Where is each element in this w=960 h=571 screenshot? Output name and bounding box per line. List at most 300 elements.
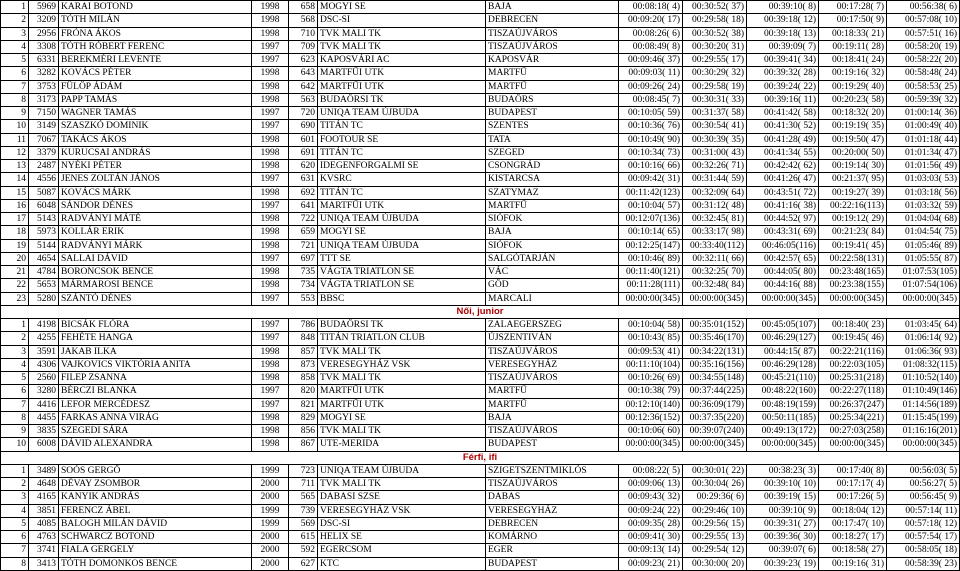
run-time-cell: 00:22:16(113): [819, 199, 887, 212]
bib-cell: 4165: [29, 491, 59, 504]
name-cell: SOÓS GERGŐ: [59, 464, 252, 477]
name-cell: TÓTH MILÁN: [59, 14, 252, 27]
category-header-row: [1, 451, 960, 464]
swim-bike-time-cell: 00:39:10( 10): [747, 478, 819, 491]
name-cell: BICSÁK FLÓRA: [59, 319, 252, 332]
table-row: [1, 332, 960, 345]
name-cell: JENES ZOLTÁN JÁNOS: [59, 173, 252, 186]
run-time-cell: 00:19:16( 31): [819, 557, 887, 570]
swim-time-cell: 00:10:16( 66): [619, 160, 683, 173]
bike-time-cell: 00:39:07(240): [683, 425, 747, 438]
birth-year-cell: 1998: [252, 133, 289, 146]
bike-time-cell: 00:30:20( 31): [683, 40, 747, 53]
swim-time-cell: 00:10:34( 73): [619, 146, 683, 159]
total-time-cell: 01:05:55( 87): [887, 252, 960, 265]
total-time-cell: 01:10:52(140): [887, 372, 960, 385]
name-cell: FERENCZ ÁBEL: [59, 504, 252, 517]
bib-cell: 3173: [29, 93, 59, 106]
city-cell: CSONGRÁD: [486, 160, 619, 173]
city-cell: GÖD: [486, 279, 619, 292]
bike-time-cell: 00:30:31( 33): [683, 93, 747, 106]
city-cell: VERESEGYHÁZ: [486, 358, 619, 371]
table-row: [1, 372, 960, 385]
birth-year-cell: 1998: [252, 411, 289, 424]
birth-year-cell: 1999: [252, 517, 289, 530]
swim-time-cell: 00:10:26( 69): [619, 372, 683, 385]
name-cell: SZASZKÓ DOMINIK: [59, 120, 252, 133]
total-time-cell: 00:00:00(345): [887, 292, 960, 305]
club-cell: IDEGENFORGALMI SE: [318, 160, 486, 173]
name-cell: TÓTH DOMONKOS BENCE: [59, 557, 252, 570]
start-no-cell: 615: [289, 531, 318, 544]
start-no-cell: 739: [289, 504, 318, 517]
swim-time-cell: 00:09:41( 30): [619, 531, 683, 544]
run-time-cell: 00:19:50( 47): [819, 133, 887, 146]
swim-bike-time-cell: 00:44:05( 80): [747, 266, 819, 279]
bike-time-cell: 00:29:46( 10): [683, 504, 747, 517]
bib-cell: 4556: [29, 173, 59, 186]
bib-cell: 3489: [29, 464, 59, 477]
swim-bike-time-cell: 00:46:29(127): [747, 332, 819, 345]
city-cell: DEBRECEN: [486, 14, 619, 27]
name-cell: SCHWARCZ BOTOND: [59, 531, 252, 544]
swim-bike-time-cell: 00:41:30( 52): [747, 120, 819, 133]
table-row: [1, 358, 960, 371]
club-cell: BBSC: [318, 292, 486, 305]
city-cell: ÚJSZENTIVÁN: [486, 332, 619, 345]
swim-bike-time-cell: 00:46:29(128): [747, 358, 819, 371]
swim-time-cell: 00:09:20( 17): [619, 14, 683, 27]
swim-time-cell: 00:08:26( 6): [619, 27, 683, 40]
table-row: [1, 133, 960, 146]
start-no-cell: 723: [289, 464, 318, 477]
name-cell: PAPP TAMÁS: [59, 93, 252, 106]
bib-cell: 3835: [29, 425, 59, 438]
name-cell: BEREKMÉRI LEVENTE: [59, 54, 252, 67]
bib-cell: 7150: [29, 107, 59, 120]
start-no-cell: 821: [289, 398, 318, 411]
table-row: [1, 107, 960, 120]
rank-cell: 11: [1, 133, 29, 146]
birth-year-cell: 1998: [252, 425, 289, 438]
total-time-cell: 01:01:56( 49): [887, 160, 960, 173]
swim-bike-time-cell: 00:46:05(116): [747, 239, 819, 252]
swim-bike-time-cell: 00:43:31( 69): [747, 226, 819, 239]
rank-cell: 9: [1, 425, 29, 438]
city-cell: MARTFŰ: [486, 398, 619, 411]
table-row: [1, 464, 960, 477]
club-cell: MOGYI SE: [318, 411, 486, 424]
bib-cell: 5143: [29, 213, 59, 226]
birth-year-cell: 1998: [252, 80, 289, 93]
swim-time-cell: 00:09:53( 41): [619, 345, 683, 358]
birth-year-cell: 1998: [252, 160, 289, 173]
run-time-cell: 00:21:23( 84): [819, 226, 887, 239]
run-time-cell: 00:00:00(345): [819, 438, 887, 451]
start-no-cell: 553: [289, 292, 318, 305]
name-cell: SZÁNTÓ DÉNES: [59, 292, 252, 305]
bib-cell: 3209: [29, 14, 59, 27]
run-time-cell: 00:21:37( 95): [819, 173, 887, 186]
swim-time-cell: 00:12:25(147): [619, 239, 683, 252]
club-cell: VERESEGYHÁZ VSK: [318, 358, 486, 371]
total-time-cell: 00:58:39( 23): [887, 557, 960, 570]
start-no-cell: 623: [289, 54, 318, 67]
run-time-cell: 00:19:11( 28): [819, 40, 887, 53]
total-time-cell: 00:57:51( 16): [887, 27, 960, 40]
run-time-cell: 00:18:58( 27): [819, 544, 887, 557]
club-cell: FOOTOUR SE: [318, 133, 486, 146]
rank-cell: 13: [1, 160, 29, 173]
name-cell: FARKAS ANNA VIRÁG: [59, 411, 252, 424]
swim-time-cell: 00:00:00(345): [619, 292, 683, 305]
rank-cell: 6: [1, 385, 29, 398]
swim-bike-time-cell: 00:44:16( 88): [747, 279, 819, 292]
table-row: [1, 160, 960, 173]
bike-time-cell: 00:32:48( 84): [683, 279, 747, 292]
rank-cell: 22: [1, 279, 29, 292]
rank-cell: 23: [1, 292, 29, 305]
bike-time-cell: 00:36:09(179): [683, 398, 747, 411]
club-cell: KVSRC: [318, 173, 486, 186]
swim-time-cell: 00:08:22( 5): [619, 464, 683, 477]
rank-cell: 5: [1, 517, 29, 530]
start-no-cell: 697: [289, 252, 318, 265]
city-cell: TATA: [486, 133, 619, 146]
club-cell: DSC-SI: [318, 14, 486, 27]
name-cell: RADVÁNYI MÁRK: [59, 239, 252, 252]
swim-bike-time-cell: 00:39:32( 28): [747, 67, 819, 80]
swim-bike-time-cell: 00:39:18( 12): [747, 14, 819, 27]
start-no-cell: 711: [289, 478, 318, 491]
swim-bike-time-cell: 00:45:05(107): [747, 319, 819, 332]
name-cell: FEHÉTE HANGA: [59, 332, 252, 345]
bib-cell: 5973: [29, 226, 59, 239]
birth-year-cell: 2000: [252, 531, 289, 544]
total-time-cell: 01:03:32( 59): [887, 199, 960, 212]
swim-bike-time-cell: 00:44:15( 87): [747, 345, 819, 358]
run-time-cell: 00:17:28( 7): [819, 1, 887, 14]
bib-cell: 4198: [29, 319, 59, 332]
run-time-cell: 00:18:27( 17): [819, 531, 887, 544]
total-time-cell: 00:56:27( 5): [887, 478, 960, 491]
club-cell: UNIQA TEAM ÚJBUDA: [318, 239, 486, 252]
name-cell: SÁNDOR DÉNES: [59, 199, 252, 212]
bib-cell: 2956: [29, 27, 59, 40]
name-cell: KOVÁCS PÉTER: [59, 67, 252, 80]
start-no-cell: 873: [289, 358, 318, 371]
club-cell: EGERCSOM: [318, 544, 486, 557]
total-time-cell: 00:59:39( 32): [887, 93, 960, 106]
bib-cell: 5087: [29, 186, 59, 199]
club-cell: MOGYI SE: [318, 1, 486, 14]
birth-year-cell: 1998: [252, 213, 289, 226]
birth-year-cell: 1997: [252, 40, 289, 53]
rank-cell: 7: [1, 80, 29, 93]
city-cell: TISZAÚJVÁROS: [486, 345, 619, 358]
name-cell: TÓTH RÓBERT FERENC: [59, 40, 252, 53]
swim-time-cell: 00:09:03( 11): [619, 67, 683, 80]
bike-time-cell: 00:32:45( 81): [683, 213, 747, 226]
run-time-cell: 00:20:00( 50): [819, 146, 887, 159]
run-time-cell: 00:19:41( 45): [819, 239, 887, 252]
birth-year-cell: 1997: [252, 107, 289, 120]
table-row: [1, 411, 960, 424]
start-no-cell: 858: [289, 372, 318, 385]
name-cell: FIALA GERGELY: [59, 544, 252, 557]
start-no-cell: 857: [289, 345, 318, 358]
club-cell: TITÁN TC: [318, 186, 486, 199]
start-no-cell: 641: [289, 199, 318, 212]
swim-time-cell: 00:09:35( 28): [619, 517, 683, 530]
table-row: [1, 40, 960, 53]
swim-bike-time-cell: 00:00:00(345): [747, 292, 819, 305]
rank-cell: 2: [1, 478, 29, 491]
bike-time-cell: 00:37:44(225): [683, 385, 747, 398]
table-row: [1, 146, 960, 159]
bib-cell: 3753: [29, 80, 59, 93]
birth-year-cell: 1998: [252, 93, 289, 106]
total-time-cell: 01:03:45( 64): [887, 319, 960, 332]
table-row: [1, 199, 960, 212]
swim-bike-time-cell: 00:45:21(110): [747, 372, 819, 385]
rank-cell: 10: [1, 120, 29, 133]
name-cell: KURUCSAI ANDRÁS: [59, 146, 252, 159]
start-no-cell: 620: [289, 160, 318, 173]
name-cell: JAKAB ILKA: [59, 345, 252, 358]
bike-time-cell: 00:30:39( 35): [683, 133, 747, 146]
table-row: [1, 544, 960, 557]
run-time-cell: 00:22:58(131): [819, 252, 887, 265]
city-cell: KISTARCSA: [486, 173, 619, 186]
club-cell: VERESEGYHÁZ VSK: [318, 504, 486, 517]
swim-bike-time-cell: 00:39:36( 30): [747, 531, 819, 544]
swim-bike-time-cell: 00:39:16( 11): [747, 93, 819, 106]
run-time-cell: 00:00:00(345): [819, 292, 887, 305]
bike-time-cell: 00:00:00(345): [683, 438, 747, 451]
bib-cell: 2487: [29, 160, 59, 173]
table-row: [1, 67, 960, 80]
name-cell: RADVÁNYI MÁTÉ: [59, 213, 252, 226]
category-title: Férfi, ifi: [1, 451, 960, 464]
city-cell: MARTFŰ: [486, 67, 619, 80]
bike-time-cell: 00:31:00( 43): [683, 146, 747, 159]
run-time-cell: 00:22:21(116): [819, 345, 887, 358]
birth-year-cell: 1998: [252, 372, 289, 385]
club-cell: VÁGTA TRIATLON SE: [318, 279, 486, 292]
city-cell: SZIGETSZENTMIKLÓS: [486, 464, 619, 477]
run-time-cell: 00:27:03(258): [819, 425, 887, 438]
birth-year-cell: 1998: [252, 1, 289, 14]
total-time-cell: 01:10:49(146): [887, 385, 960, 398]
rank-cell: 8: [1, 557, 29, 570]
table-row: [1, 93, 960, 106]
swim-time-cell: 00:09:23( 21): [619, 557, 683, 570]
swim-time-cell: 00:10:04( 57): [619, 199, 683, 212]
club-cell: UNIQA TEAM ÚJBUDA: [318, 464, 486, 477]
swim-time-cell: 00:09:26( 24): [619, 80, 683, 93]
bike-time-cell: 00:37:35(220): [683, 411, 747, 424]
birth-year-cell: 1999: [252, 464, 289, 477]
club-cell: MARTFŰI UTK: [318, 398, 486, 411]
swim-bike-time-cell: 00:42:57( 65): [747, 252, 819, 265]
table-row: [1, 292, 960, 305]
name-cell: MÁRMAROSI BENCE: [59, 279, 252, 292]
bike-time-cell: 00:34:22(131): [683, 345, 747, 358]
start-no-cell: 643: [289, 67, 318, 80]
rank-cell: 4: [1, 504, 29, 517]
start-no-cell: 786: [289, 319, 318, 332]
swim-time-cell: 00:10:36( 76): [619, 120, 683, 133]
club-cell: MARTFŰI UTK: [318, 80, 486, 93]
rank-cell: 8: [1, 93, 29, 106]
run-time-cell: 00:19:27( 39): [819, 186, 887, 199]
start-no-cell: 721: [289, 239, 318, 252]
birth-year-cell: 1998: [252, 27, 289, 40]
swim-time-cell: 00:12:36(152): [619, 411, 683, 424]
bib-cell: 5280: [29, 292, 59, 305]
bike-time-cell: 00:29:54( 12): [683, 544, 747, 557]
table-row: [1, 80, 960, 93]
table-row: [1, 478, 960, 491]
rank-cell: 3: [1, 27, 29, 40]
birth-year-cell: 1997: [252, 252, 289, 265]
club-cell: MARTFŰI UTK: [318, 67, 486, 80]
club-cell: TITÁN TRIATLON CLUB: [318, 332, 486, 345]
swim-time-cell: 00:08:45( 7): [619, 93, 683, 106]
total-time-cell: 00:57:08( 10): [887, 14, 960, 27]
city-cell: SZEGED: [486, 146, 619, 159]
total-time-cell: 01:03:18( 56): [887, 186, 960, 199]
birth-year-cell: 2000: [252, 557, 289, 570]
table-row: [1, 398, 960, 411]
birth-year-cell: 1998: [252, 67, 289, 80]
rank-cell: 3: [1, 345, 29, 358]
bike-time-cell: 00:30:29( 32): [683, 67, 747, 80]
total-time-cell: 01:00:49( 40): [887, 120, 960, 133]
birth-year-cell: 1997: [252, 120, 289, 133]
start-no-cell: 658: [289, 1, 318, 14]
club-cell: KAPOSVÁRI AC: [318, 54, 486, 67]
club-cell: TVK MALI TK: [318, 478, 486, 491]
rank-cell: 4: [1, 40, 29, 53]
total-time-cell: 01:01:18( 44): [887, 133, 960, 146]
swim-time-cell: 00:09:13( 14): [619, 544, 683, 557]
city-cell: TISZAÚJVÁROS: [486, 478, 619, 491]
total-time-cell: 00:57:54( 17): [887, 531, 960, 544]
start-no-cell: 710: [289, 27, 318, 40]
bike-time-cell: 00:35:01(152): [683, 319, 747, 332]
city-cell: VERESEGYHÁZ: [486, 504, 619, 517]
table-row: [1, 491, 960, 504]
name-cell: FRÓNA ÁKOS: [59, 27, 252, 40]
swim-time-cell: 00:10:06( 60): [619, 425, 683, 438]
bib-cell: 3282: [29, 67, 59, 80]
swim-time-cell: 00:10:43( 85): [619, 332, 683, 345]
swim-bike-time-cell: 00:39:10( 8): [747, 1, 819, 14]
run-time-cell: 00:17:47( 10): [819, 517, 887, 530]
birth-year-cell: 2000: [252, 491, 289, 504]
birth-year-cell: 1997: [252, 199, 289, 212]
city-cell: SZATYMAZ: [486, 186, 619, 199]
table-row: [1, 266, 960, 279]
bib-cell: 7067: [29, 133, 59, 146]
start-no-cell: 692: [289, 186, 318, 199]
run-time-cell: 00:19:29( 40): [819, 80, 887, 93]
start-no-cell: 691: [289, 146, 318, 159]
city-cell: VÁC: [486, 266, 619, 279]
start-no-cell: 709: [289, 40, 318, 53]
birth-year-cell: 1998: [252, 226, 289, 239]
category-header-row: [1, 305, 960, 318]
birth-year-cell: 1998: [252, 186, 289, 199]
birth-year-cell: 1998: [252, 239, 289, 252]
swim-time-cell: 00:10:38( 79): [619, 385, 683, 398]
table-row: [1, 27, 960, 40]
bib-cell: 5144: [29, 239, 59, 252]
birth-year-cell: 1997: [252, 332, 289, 345]
total-time-cell: 01:01:34( 47): [887, 146, 960, 159]
rank-cell: 2: [1, 14, 29, 27]
bib-cell: 6048: [29, 199, 59, 212]
bike-time-cell: 00:33:40(112): [683, 239, 747, 252]
start-no-cell: 734: [289, 279, 318, 292]
run-time-cell: 00:22:03(105): [819, 358, 887, 371]
bib-cell: 4455: [29, 411, 59, 424]
total-time-cell: 00:58:22( 20): [887, 54, 960, 67]
club-cell: BUDAÖRSI TK: [318, 319, 486, 332]
name-cell: SALLAI DÁVID: [59, 252, 252, 265]
bike-time-cell: 00:31:12( 48): [683, 199, 747, 212]
start-no-cell: 722: [289, 213, 318, 226]
swim-time-cell: 00:08:18( 4): [619, 1, 683, 14]
city-cell: TISZAÚJVÁROS: [486, 27, 619, 40]
start-no-cell: 856: [289, 425, 318, 438]
rank-cell: 21: [1, 266, 29, 279]
bike-time-cell: 00:34:55(148): [683, 372, 747, 385]
bike-time-cell: 00:29:55( 17): [683, 54, 747, 67]
swim-bike-time-cell: 00:38:23( 3): [747, 464, 819, 477]
name-cell: KANYIK ANDRÁS: [59, 491, 252, 504]
swim-time-cell: 00:10:46( 89): [619, 252, 683, 265]
bike-time-cell: 00:30:54( 41): [683, 120, 747, 133]
club-cell: DSC-SI: [318, 517, 486, 530]
club-cell: MARTFŰI UTK: [318, 385, 486, 398]
start-no-cell: 735: [289, 266, 318, 279]
city-cell: BUDAPEST: [486, 438, 619, 451]
bike-time-cell: 00:29:36( 6): [683, 491, 747, 504]
total-time-cell: 01:05:46( 89): [887, 239, 960, 252]
birth-year-cell: 1998: [252, 146, 289, 159]
name-cell: LEFOR MERCÉDESZ: [59, 398, 252, 411]
total-time-cell: 01:04:04( 68): [887, 213, 960, 226]
bike-time-cell: 00:29:58( 19): [683, 80, 747, 93]
swim-bike-time-cell: 00:39:41( 34): [747, 54, 819, 67]
swim-bike-time-cell: 00:41:26( 47): [747, 173, 819, 186]
name-cell: DÁVID ALEXANDRA: [59, 438, 252, 451]
run-time-cell: 00:25:34(221): [819, 411, 887, 424]
name-cell: KOLLÁR ERIK: [59, 226, 252, 239]
rank-cell: 2: [1, 332, 29, 345]
bike-time-cell: 00:29:55( 13): [683, 531, 747, 544]
club-cell: TVK MALI TK: [318, 40, 486, 53]
club-cell: UNIQA TEAM ÚJBUDA: [318, 213, 486, 226]
rank-cell: 1: [1, 464, 29, 477]
city-cell: BAJA: [486, 226, 619, 239]
city-cell: BAJA: [486, 1, 619, 14]
table-row: [1, 531, 960, 544]
bike-time-cell: 00:35:16(156): [683, 358, 747, 371]
